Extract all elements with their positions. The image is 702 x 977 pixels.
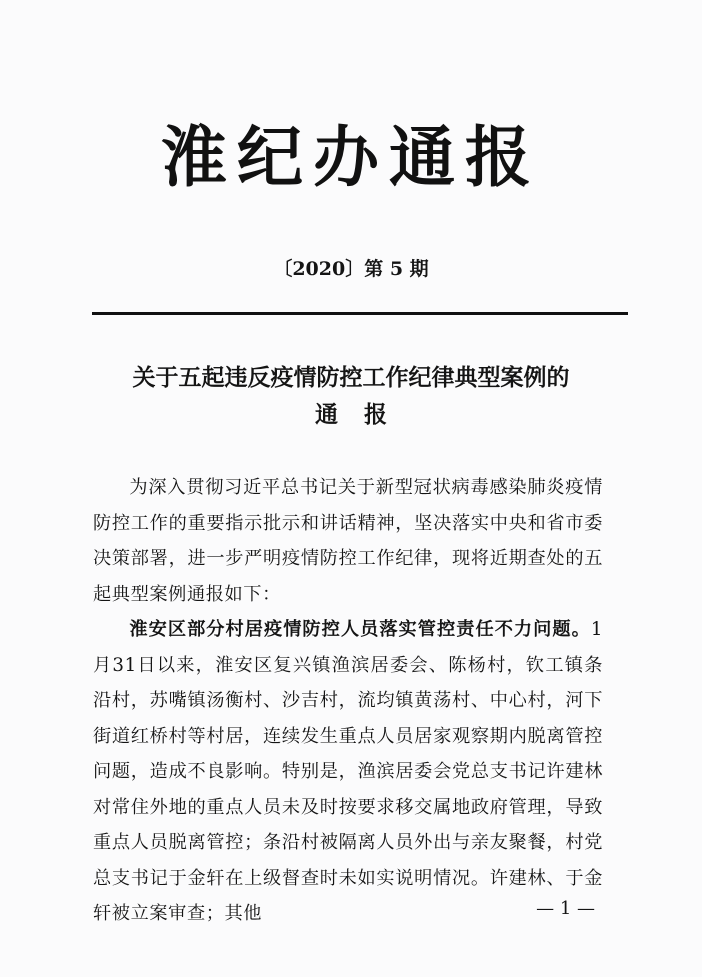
title-line-2: 通报	[315, 402, 413, 428]
intro-paragraph: 为深入贯彻习近平总书记关于新型冠状病毒感染肺炎疫情防控工作的重要指示批示和讲话精神，坚决落实中央和省市委决策部署，进一步严明疫情防控工作纪律，现将近期查处的五起典型案例通报如下：	[93, 477, 603, 605]
issue-number: 〔2020〕第 5 期	[273, 258, 429, 280]
case-1-text: 1月31日以来，淮安区复兴镇渔滨居委会、陈杨村，钦工镇条沿村，苏嘴镇汤衡村、沙吉村，流均镇黄荡村、中心村，河下街道红桥村等村居，连续发生重点人员居家观察期内脱离管控问题，造成不良影响。特别是，渔滨居委会党总支书记许建林对常住外地的重点人员未及时按要求移交属地政府管理，导致重点人员脱离管控；条沿村被隔离人员外出与亲友聚餐，村党总支书记于金轩在上级督查时未如实说明情况。许建林、于金轩被立案审查；其他	[93, 619, 603, 924]
masthead-title: 淮纪办通报	[161, 119, 541, 196]
case-1-heading: 淮安区部分村居疫情防控人员落实管控责任不力问题。	[129, 619, 591, 640]
title-line-1: 关于五起违反疫情防控工作纪律典型案例的	[132, 365, 570, 391]
page-number: — 1 —	[536, 898, 595, 919]
document-title	[0, 360, 702, 434]
document-body	[93, 470, 603, 932]
header-divider	[92, 312, 628, 315]
case-1-paragraph	[93, 612, 603, 932]
